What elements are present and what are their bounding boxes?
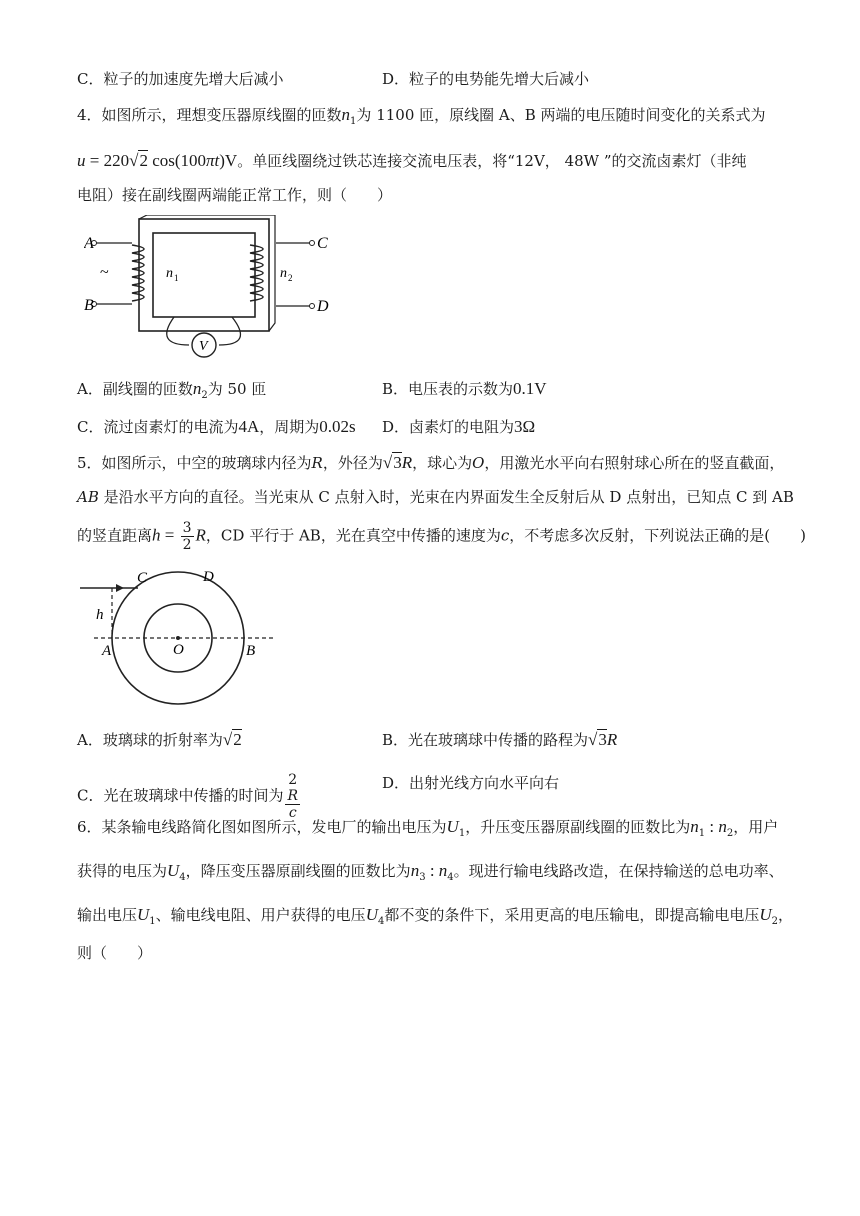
q6-stem-line1: 6．某条输电线路简化图如图所示，发电厂的输出电压为$U_1$，升压变压器原副线圈的匝数比为$n_1$ : $n_2$，用户 — [77, 817, 779, 839]
q4-transformer-figure — [84, 215, 334, 365]
terminal-b-label: B — [84, 297, 94, 314]
q4-voltage-formula: u = 220√2 cos(100πt)V — [77, 151, 238, 170]
q5-sphere-figure — [80, 565, 280, 705]
terminal-a-label: A — [84, 235, 94, 252]
point-a-label: A — [102, 643, 112, 659]
q4-option-d: D．卤素灯的电阻为3Ω — [382, 417, 536, 436]
svg-text:1: 1 — [174, 273, 179, 283]
point-b-label: B — [246, 643, 256, 659]
q5-option-d: D．出射光线方向水平向右 — [382, 774, 560, 792]
q4-option-c: C．流过卤素灯的电流为4A，周期为0.02s — [77, 417, 356, 436]
q6-stem-line2: 获得的电压为$U_4$，降压变压器原副线圈的匝数比为$n_3$ : $n_4$。现进行输电线路改造，在保持输送的总电功率、 — [77, 861, 784, 883]
ac-symbol: ~ — [100, 264, 109, 281]
terminal-d-label: D — [317, 298, 329, 315]
n2-label: n — [280, 266, 287, 281]
q5-option-c: C．光在玻璃球中传播的时间为 2 R c — [77, 772, 299, 821]
q6-stem-line4: 则（ ） — [77, 944, 153, 962]
q4-option-a: A．副线圈的匝数$n_2$为 50 匝 — [77, 379, 267, 401]
q4-option-b: B．电压表的示数为0.1V — [382, 379, 547, 398]
n1-label: n — [166, 266, 173, 281]
height-h-label: h — [96, 607, 104, 623]
q3-option-d: D．粒子的电势能先增大后减小 — [382, 70, 590, 88]
q5-stem-line2: AB 是沿水平方向的直径。当光束从 C 点射入时，光束在内界面发生全反射后从 D 点射出，已知点 C 到 AB — [77, 488, 794, 506]
q4-stem-line2: u = 220√2 cos(100πt)V。单匝线圈绕过铁芯连接交流电压表，将“12V， 48W ”的交流卤素灯（非纯 — [77, 151, 747, 170]
svg-text:2: 2 — [288, 273, 293, 283]
center-o-label: O — [173, 642, 184, 658]
voltmeter-label: V — [199, 339, 208, 354]
point-d-label: D — [203, 569, 214, 585]
q4-stem-line3: 电阻）接在副线圈两端能正常工作，则（ ） — [77, 186, 393, 204]
terminal-c-label: C — [317, 235, 328, 252]
point-c-label: C — [137, 570, 148, 586]
q5-option-a: A．玻璃球的折射率为√2 — [77, 730, 242, 749]
q4-stem-line1: 4．如图所示，理想变压器原线圈的匝数$n_1$为 1100 匝，原线圈 A、B 两端的电压随时间变化的关系式为 — [77, 105, 766, 127]
q3-option-c: C．粒子的加速度先增大后减小 — [77, 70, 284, 88]
q6-stem-line3: 输出电压$U_1$、输电线电阻、用户获得的电压$U_4$都不变的条件下，采用更高的电压输电，即提高输电电压$U_2$， — [77, 905, 794, 927]
q5-stem-line1: 5．如图所示，中空的玻璃球内径为R，外径为√3R，球心为O，用激光水平向右照射球心所在的竖直截面， — [77, 453, 785, 472]
q5-option-b: B．光在玻璃球中传播的路程为√3R — [382, 730, 618, 749]
q5-stem-line3: 的竖直距离h = $\frac{3}{2}$ R，CD 平行于 AB，光在真空中传播的速度为c，不考虑多次反射，下列说法正确的是( ) — [77, 520, 806, 553]
